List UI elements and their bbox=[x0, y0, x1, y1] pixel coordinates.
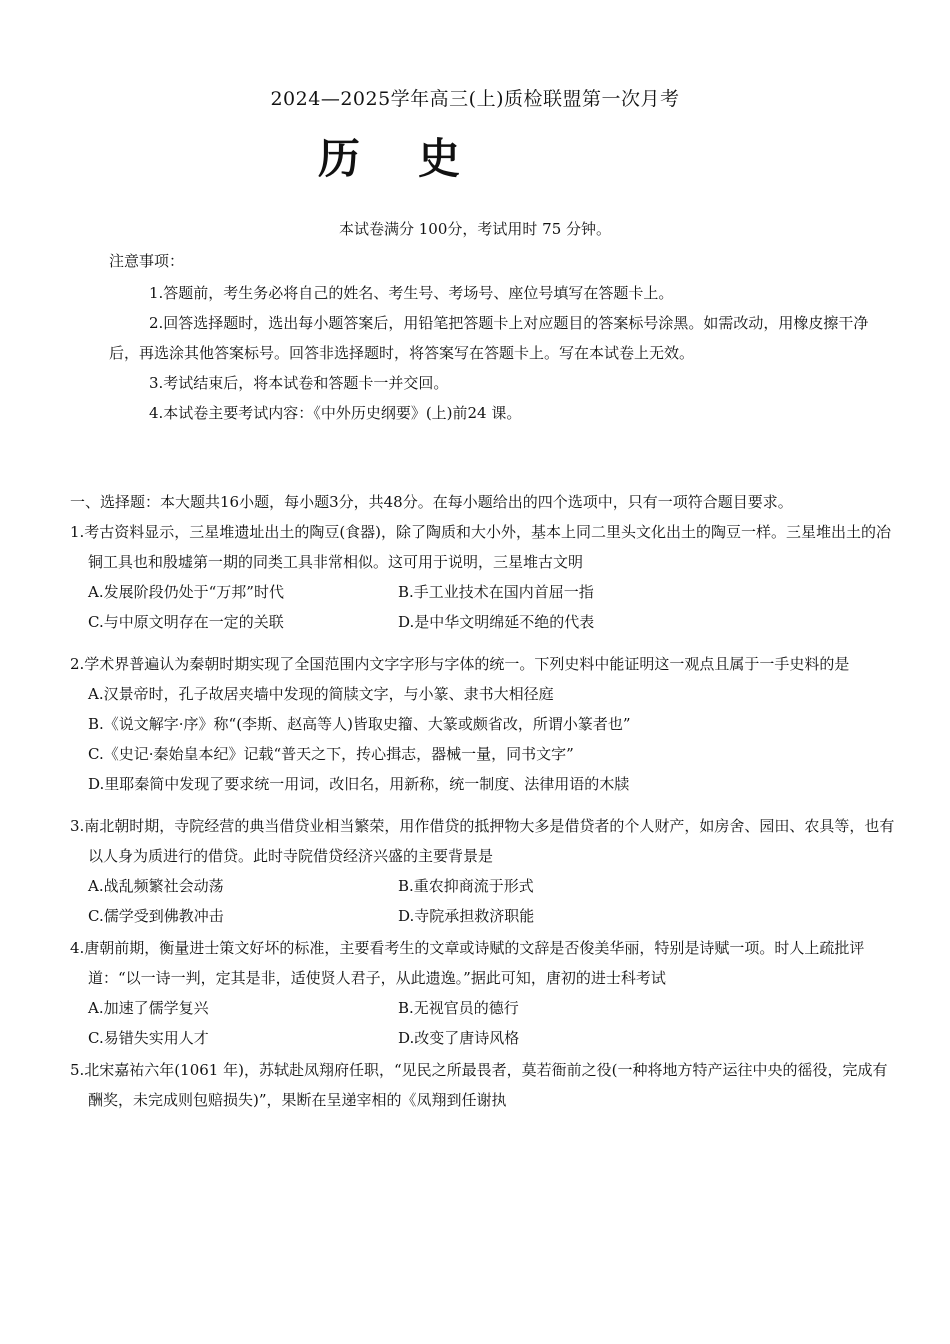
option-b: B.重农抑商流于形式 bbox=[398, 877, 534, 895]
question-5 bbox=[70, 1055, 900, 1115]
option-b: B.无视官员的德行 bbox=[398, 999, 519, 1017]
question-4 bbox=[70, 933, 900, 1053]
option-d: D.改变了唐诗风格 bbox=[398, 1029, 520, 1047]
question-1 bbox=[70, 517, 900, 637]
question-3 bbox=[70, 811, 900, 931]
option-a: A.加速了儒学复兴 bbox=[88, 999, 209, 1017]
option-d: D.寺院承担救济职能 bbox=[398, 907, 535, 925]
option-a: A.战乱频繁社会动荡 bbox=[88, 877, 224, 895]
option-grid bbox=[70, 993, 900, 1053]
section-heading: 一、选择题：本大题共16小题，每小题3分，共48分。在每小题给出的四个选项中，只有一项符合题目要求。 bbox=[70, 493, 793, 511]
option-a: A.发展阶段仍处于“万邦”时代 bbox=[88, 583, 284, 601]
notice-item: 1.答题前，考生务必将自己的姓名、考生号、考场号、座位号填写在答题卡上。 bbox=[149, 284, 674, 302]
question-stem: 2.学术界普遍认为秦朝时期实现了全国范围内文字字形与字体的统一。下列史料中能证明这一观点且属于一手史料的是 bbox=[70, 655, 850, 673]
option-c: C.易错失实用人才 bbox=[88, 1029, 209, 1047]
option-list bbox=[70, 679, 900, 799]
question-2 bbox=[70, 649, 900, 799]
option-grid bbox=[70, 577, 900, 637]
question-list bbox=[70, 517, 900, 1117]
score-note: 本试卷满分 100分，考试用时 75 分钟。 bbox=[338, 220, 612, 238]
question-stem: 3.南北朝时期，寺院经营的典当借贷业相当繁荣，用作借贷的抵押物大多是借贷者的个人财产，如房舍、园田、农具等，也有以人身为质进行的借贷。此时寺院借贷经济兴盛的主要背景是 bbox=[70, 817, 895, 865]
notice-list bbox=[109, 278, 869, 428]
notice-item: 2.回答选择题时，选出每小题答案后，用铅笔把答题卡上对应题目的答案标号涂黑。如需改动，用橡皮擦干净后，再选涂其他答案标号。回答非选择题时，将答案写在答题卡上。写在本试卷上无效。 bbox=[109, 314, 869, 362]
option-c: C.与中原文明存在一定的关联 bbox=[88, 613, 284, 631]
option-d: D.里耶秦简中发现了要求统一用词，改旧名，用新称，统一制度、法律用语的木牍 bbox=[88, 775, 630, 793]
question-stem: 4.唐朝前期，衡量进士策文好坏的标准，主要看考生的文章或诗赋的文辞是否俊美华丽，特别是诗赋一项。时人上疏批评道：“以一诗一判，定其是非，适使贤人君子，从此遗逸。”据此可知，唐初的进士科考试 bbox=[70, 939, 865, 987]
option-d: D.是中华文明绵延不绝的代表 bbox=[398, 613, 595, 631]
subject-title: 历史 bbox=[318, 134, 519, 183]
option-c: C.儒学受到佛教冲击 bbox=[88, 907, 224, 925]
exam-title: 2024—2025学年高三(上)质检联盟第一次月考 bbox=[270, 88, 680, 110]
option-a: A.汉景帝时，孔子故居夹墙中发现的简牍文字，与小篆、隶书大相径庭 bbox=[88, 685, 554, 703]
notice-heading: 注意事项： bbox=[109, 252, 185, 270]
option-b: B.《说文解字·序》称“(李斯、赵高等人)皆取史籀、大篆或颇省改，所谓小篆者也” bbox=[88, 715, 631, 733]
option-b: B.手工业技术在国内首屈一指 bbox=[398, 583, 594, 601]
notice-item: 4.本试卷主要考试内容：《中外历史纲要》(上)前24 课。 bbox=[149, 404, 522, 422]
question-stem: 5.北宋嘉祐六年(1061 年)，苏轼赴凤翔府任职，“见民之所最畏者，莫若衙前之役(一种将地方特产运往中央的徭役，完成有酬奖，未完成则包赔损失)”，果断在呈递宰相的《凤翔到任谢执 bbox=[70, 1061, 888, 1109]
option-grid bbox=[70, 871, 900, 931]
notice-item: 3.考试结束后，将本试卷和答题卡一并交回。 bbox=[149, 374, 449, 392]
option-c: C.《史记·秦始皇本纪》记载“普天之下，抟心揖志，器械一量，同书文字” bbox=[88, 745, 574, 763]
question-stem: 1.考古资料显示，三星堆遗址出土的陶豆(食器)，除了陶质和大小外，基本上同二里头文化出土的陶豆一样。三星堆出土的冶铜工具也和殷墟第一期的同类工具非常相似。这可用于说明，三星堆古文明 bbox=[70, 523, 892, 571]
